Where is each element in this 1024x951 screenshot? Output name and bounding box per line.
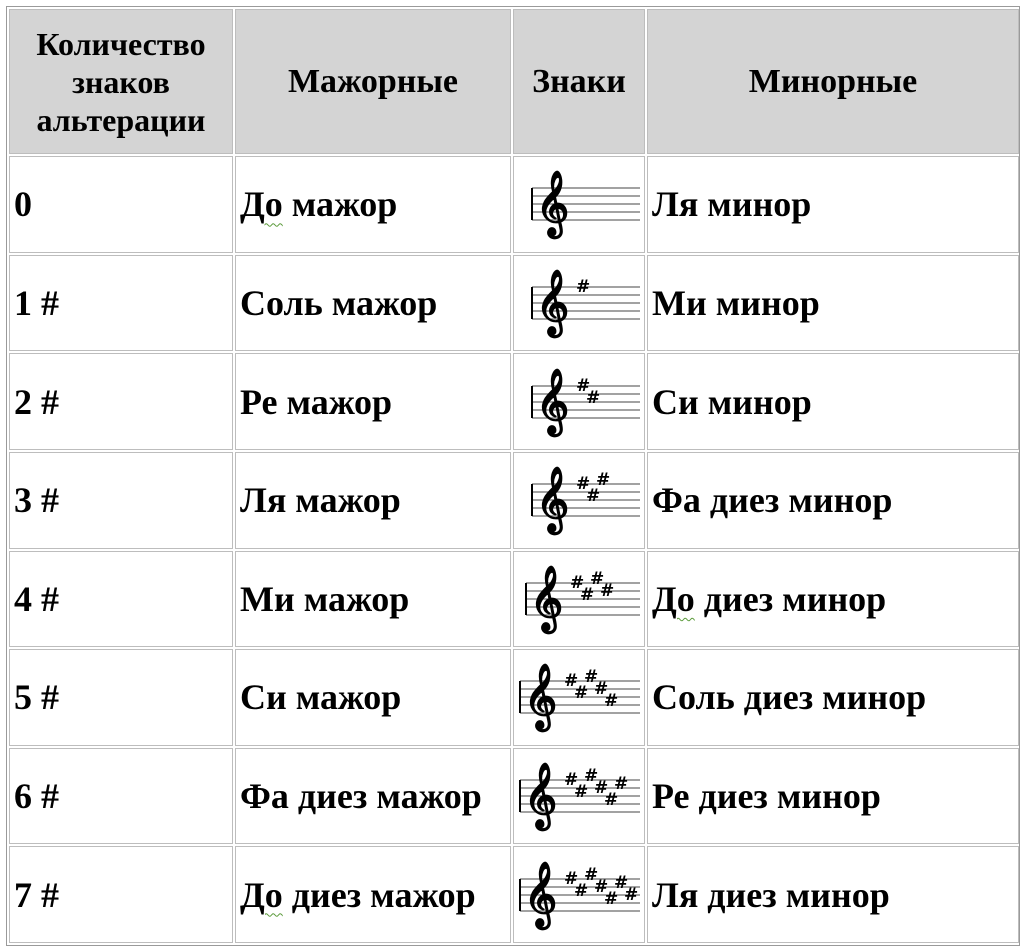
sharp-icon: # [564,868,579,889]
treble-clef-icon: 𝄞 [530,565,564,631]
alteration-count-cell: 0 [9,156,233,253]
sharp-icon: # [584,667,599,688]
sharp-icon: # [596,470,611,491]
sharp-icon: # [584,766,599,787]
major-key-first-word: До [240,184,283,225]
key-signature-cell [513,846,645,943]
key-signature-staff-icon [514,555,642,643]
sharp-icon: # [584,864,599,885]
alteration-count-cell: 5 # [9,649,233,746]
treble-clef-icon: 𝄞 [536,269,570,335]
major-key-cell: Ми мажор [235,551,511,648]
key-signature-staff-icon [514,653,642,741]
key-signature-cell [513,255,645,352]
treble-clef-icon: 𝄞 [536,467,570,533]
sharp-icon: # [564,671,579,692]
key-signature-table [7,7,1021,945]
header-count-line-1: Количество [36,25,206,62]
treble-clef-icon: 𝄞 [536,368,570,434]
major-key-cell [235,156,511,253]
key-signature-staff-icon [514,358,642,446]
table-row [9,255,1019,352]
table-row [9,156,1019,253]
sharp-icon: # [570,572,585,593]
key-signature-staff-icon [514,456,642,544]
key-signature-cell [513,452,645,549]
table-row [9,551,1019,648]
key-signature-table-wrapper [6,6,1020,946]
alteration-count-cell: 4 # [9,551,233,648]
header-count-line-3: альтерации [36,101,206,138]
treble-clef-icon: 𝄞 [524,861,558,927]
major-key-cell: Ре мажор [235,353,511,450]
sharp-icon: # [614,774,629,795]
sharp-icon: # [586,486,601,507]
alteration-count-cell: 7 # [9,846,233,943]
header-minor: Минорные [647,9,1019,154]
major-key-first-word: До [240,874,283,915]
key-signature-staff-icon [514,160,642,248]
minor-key-cell: Ля диез минор [647,846,1019,943]
sharp-icon: # [580,584,595,605]
sharp-icon: # [604,888,619,909]
sharp-icon: # [574,880,589,901]
major-key-cell: Ля мажор [235,452,511,549]
minor-key-cell: Фа диез минор [647,452,1019,549]
key-signature-cell [513,551,645,648]
treble-clef-icon: 𝄞 [524,763,558,829]
minor-key-cell [647,551,1019,648]
key-signature-cell [513,649,645,746]
alteration-count-cell: 6 # [9,748,233,845]
treble-clef-icon: 𝄞 [524,664,558,730]
header-signs: Знаки [513,9,645,154]
sharp-icon: # [574,683,589,704]
header-row [9,9,1019,154]
sharp-icon: # [576,474,591,495]
sharp-icon: # [576,276,591,297]
key-signature-cell [513,156,645,253]
sharp-icon: # [604,691,619,712]
minor-key-cell: Соль диез минор [647,649,1019,746]
sharp-icon: # [594,876,609,897]
key-signature-staff-icon [514,259,642,347]
treble-clef-icon: 𝄞 [536,171,570,237]
sharp-icon: # [590,568,605,589]
minor-key-cell: Ля минор [647,156,1019,253]
alteration-count-cell: 1 # [9,255,233,352]
header-major: Мажорные [235,9,511,154]
sharp-icon: # [574,782,589,803]
sharp-icon: # [586,387,601,408]
sharp-icon: # [604,790,619,811]
sharp-icon: # [594,778,609,799]
sharp-icon: # [624,884,639,905]
major-key-cell: Си мажор [235,649,511,746]
table-row [9,748,1019,845]
sharp-icon: # [614,872,629,893]
minor-key-cell: Ре диез минор [647,748,1019,845]
minor-key-first-word: До [652,578,695,619]
table-row [9,846,1019,943]
key-signature-staff-icon [514,851,642,939]
sharp-icon: # [576,375,591,396]
sharp-icon: # [564,770,579,791]
major-key-cell [235,846,511,943]
sharp-icon: # [600,580,615,601]
alteration-count-cell: 2 # [9,353,233,450]
minor-key-cell: Си минор [647,353,1019,450]
major-key-rest: диез мажор [282,874,476,915]
key-signature-staff-icon [514,752,642,840]
major-key-cell: Соль мажор [235,255,511,352]
key-signature-cell [513,353,645,450]
table-row [9,649,1019,746]
sharp-icon: # [594,679,609,700]
header-count [9,9,233,154]
major-key-cell: Фа диез мажор [235,748,511,845]
table-row [9,452,1019,549]
major-key-rest: мажор [282,184,398,225]
header-count-line-2: знаков [72,63,170,100]
key-signature-cell [513,748,645,845]
minor-key-rest: диез минор [694,578,887,619]
minor-key-cell: Ми минор [647,255,1019,352]
alteration-count-cell: 3 # [9,452,233,549]
table-row [9,353,1019,450]
